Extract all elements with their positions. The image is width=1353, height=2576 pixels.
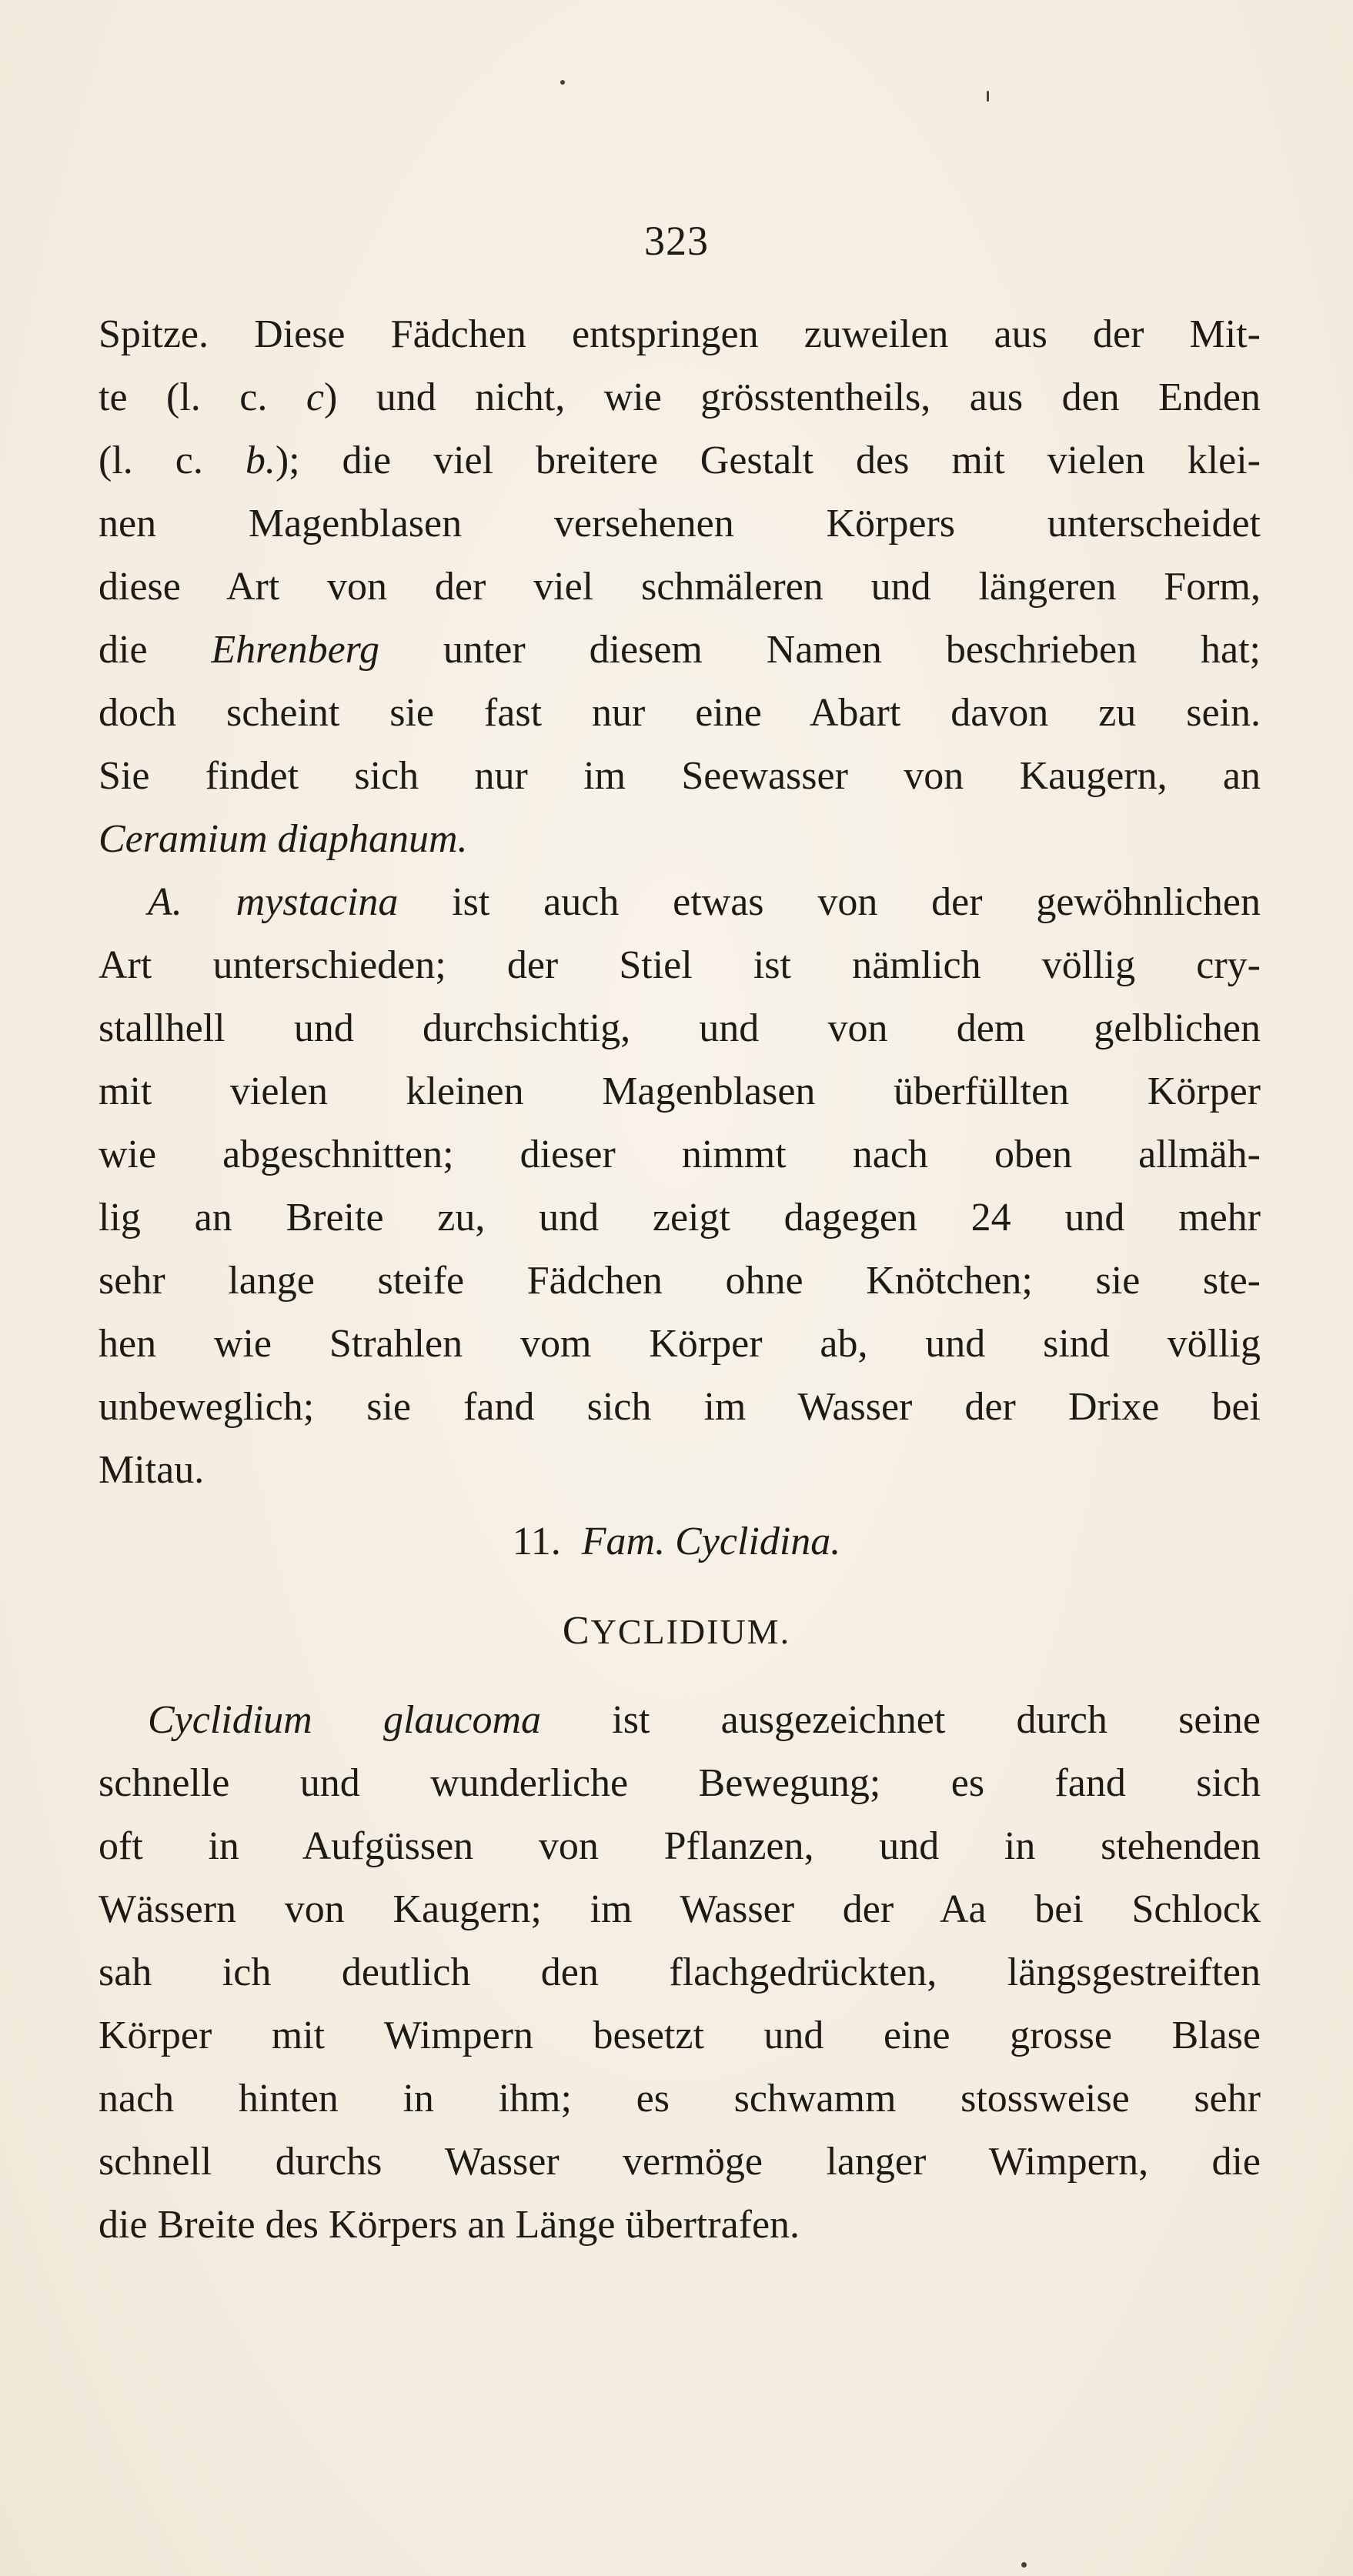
genus-rest: YCLIDIUM. [590, 1612, 791, 1651]
text-line: die Ehrenberg unter diesem Namen beschrieben hat; [99, 628, 1261, 672]
text-line: nach hinten in ihm; es schwamm stossweise sehr [99, 2077, 1261, 2121]
text-line: Sie findet sich nur im Seewasser von Kaugern, an [99, 754, 1261, 798]
text-line: diese Art von der viel schmäleren und längeren Form, [99, 565, 1261, 609]
paragraph-mystacina [99, 871, 1261, 1502]
italic-term: Cyclidium glaucoma [148, 1698, 542, 1742]
italic-term: b. [245, 439, 276, 482]
text-line: (l. c. b.); die viel breitere Gestalt des mit vielen klei- [99, 439, 1261, 482]
text-line: wie abgeschnitten; dieser nimmt nach oben allmäh- [99, 1133, 1261, 1176]
text-line: hen wie Strahlen vom Körper ab, und sind völlig [99, 1322, 1261, 1366]
family-label: Fam. Cyclidina. [581, 1520, 841, 1563]
text-line: nen Magenblasen versehenen Körpers unterscheidet [99, 502, 1261, 546]
italic-term: Ceramium diaphanum. [99, 817, 468, 861]
text-line: te (l. c. c) und nicht, wie grösstentheils, aus den Enden [99, 375, 1261, 419]
family-heading [0, 1510, 1353, 1573]
text-line: Spitze. Diese Fädchen entspringen zuweilen aus der Mit- [99, 312, 1261, 356]
text-line: die Breite des Körpers an Länge übertrafen. [99, 2203, 800, 2247]
text-line: Mitau. [99, 1448, 205, 1492]
text-line: Körper mit Wimpern besetzt und eine grosse Blase [99, 2014, 1261, 2057]
ink-speck [987, 91, 989, 102]
ink-speck [1021, 2562, 1027, 2568]
ink-speck [560, 80, 565, 85]
text-line: oft in Aufgüssen von Pflanzen, und in stehenden [99, 1824, 1261, 1868]
text-line: Art unterschieden; der Stiel ist nämlich völlig cry- [99, 943, 1261, 987]
text-line: A. mystacina ist auch etwas von der gewöhnlichen [148, 880, 1261, 924]
text-line [99, 808, 1261, 871]
text-line: schnell durchs Wasser vermöge langer Wimpern, die [99, 2140, 1261, 2184]
italic-term: A. mystacina [148, 880, 399, 924]
family-number: 11. [512, 1520, 561, 1563]
text-line: schnelle und wunderliche Bewegung; es fand sich [99, 1761, 1261, 1805]
text-line: Wässern von Kaugern; im Wasser der Aa bei Schlock [99, 1887, 1261, 1931]
text-line: mit vielen kleinen Magenblasen überfüllten Körper [99, 1069, 1261, 1113]
text-line: lig an Breite zu, und zeigt dagegen 24 und mehr [99, 1196, 1261, 1240]
text-line: sah ich deutlich den flachgedrückten, längsgestreiften [99, 1950, 1261, 1994]
italic-term: Ehrenberg [211, 628, 379, 672]
text-line: sehr lange steife Fädchen ohne Knötchen; sie ste- [99, 1259, 1261, 1303]
text-line: doch scheint sie fast nur eine Abart davon zu sein. [99, 691, 1261, 735]
italic-term: c [306, 375, 324, 419]
genus-initial: C [562, 1609, 591, 1653]
page-number: 323 [644, 218, 709, 264]
text-line: Cyclidium glaucoma ist ausgezeichnet durch seine [148, 1698, 1261, 1742]
paragraph-top [99, 303, 1261, 871]
text-line: stallhell und durchsichtig, und von dem gelblichen [99, 1006, 1261, 1050]
paragraph-cyclidium [99, 1689, 1261, 2257]
text-line: unbeweglich; sie fand sich im Wasser der Drixe bei [99, 1385, 1261, 1429]
genus-heading [0, 1604, 1353, 1659]
